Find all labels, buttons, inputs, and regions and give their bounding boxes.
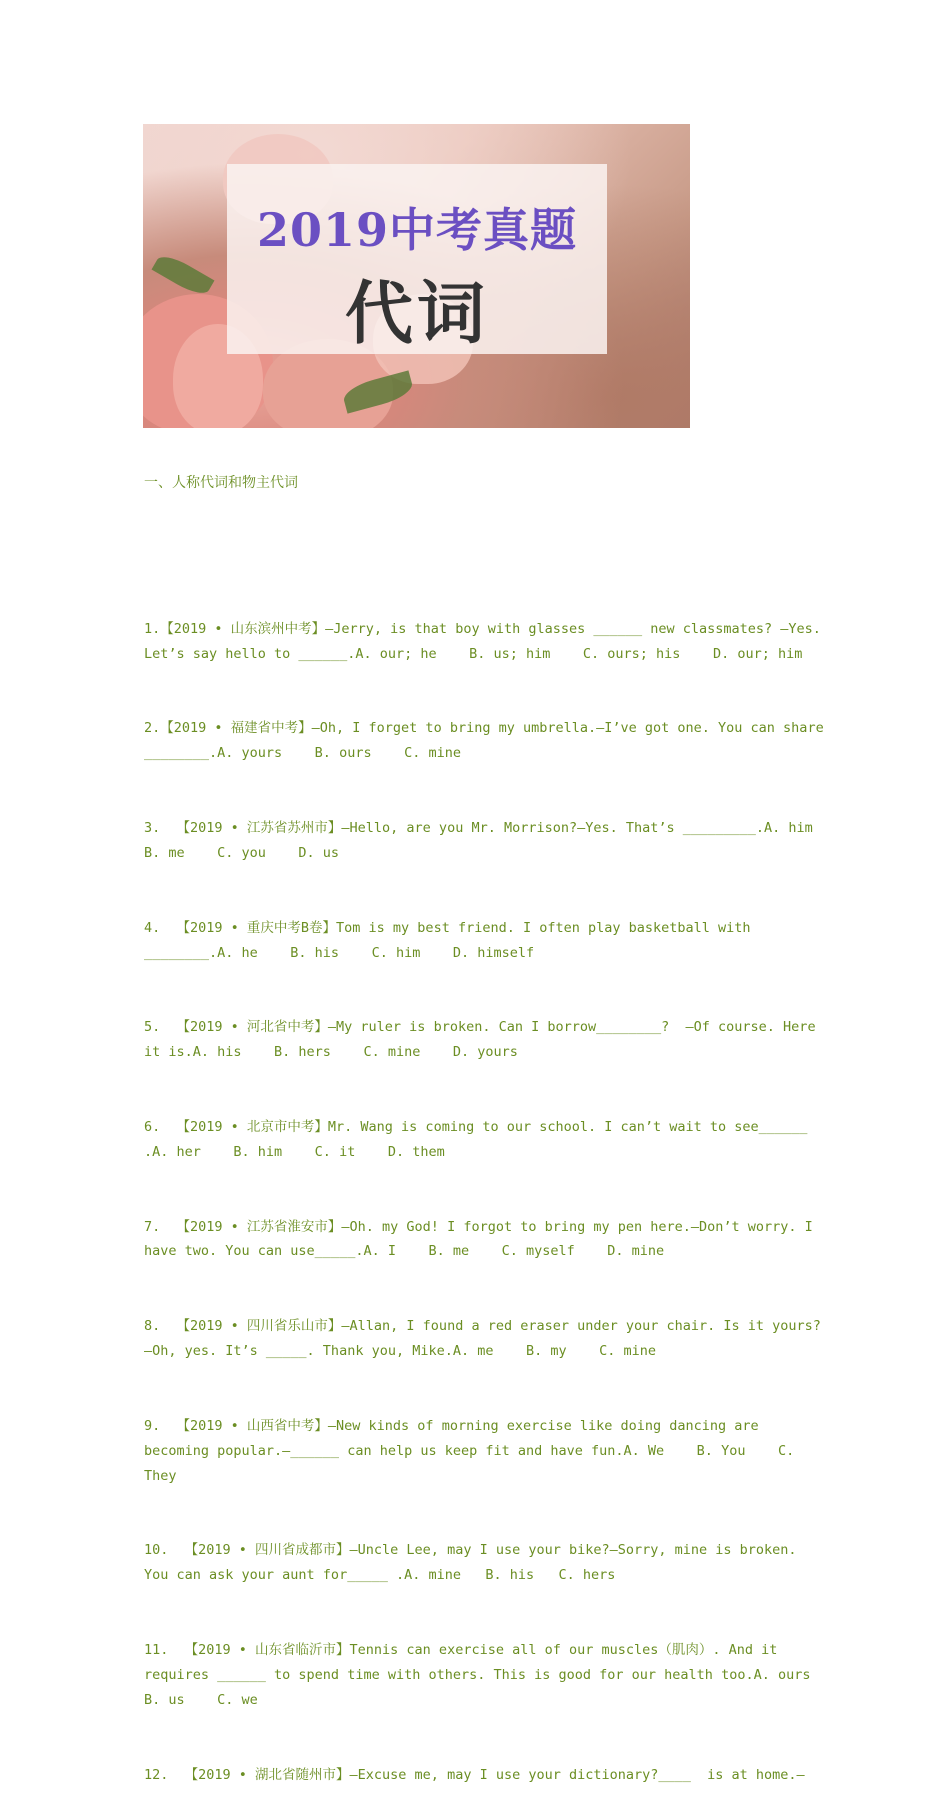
question-item: 4. 【2019 • 重庆中考B卷】Tom is my best friend. I often play basketball with ________.A. he B. his C. him D. himself [144, 919, 759, 961]
question-item: 1.【2019 • 山东滨州中考】—Jerry, is that boy with glasses ______ new classmates? —Yes. Let’s say hello to ______.A. our; he B. us; him C. ours; his D. our; him [144, 620, 830, 662]
question-item: 11. 【2019 • 山东省临沂市】Tennis can exercise all of our muscles（肌肉）. And it requires ______ to spend time with others. This is good for our health too.A. ours B. us C. we [144, 1641, 843, 1708]
cover-title-year: 2019中考真题 [256, 203, 578, 257]
question-item: 9. 【2019 • 山西省中考】—New kinds of morning exercise like doing dancing are becoming popular.—______ can help us keep fit and have fun.A. We B. You C. They [144, 1417, 803, 1484]
question-item: 5. 【2019 • 河北省中考】—My ruler is broken. Can I borrow________? —Of course. Here it is.A. his B. hers C. mine D. yours [144, 1019, 824, 1061]
question-item: 6. 【2019 • 北京市中考】Mr. Wang is coming to our school. I can’t wait to see______ .A. her B. him C. it D. them [144, 1118, 832, 1160]
cover-title-main: 代词 [344, 274, 489, 354]
section-heading: 一、人称代词和物主代词 [144, 475, 298, 491]
question-item: 7. 【2019 • 江苏省淮安市】—Oh. my God! I forgot to bring my pen here.—Don’t worry. I have two. You can use_____.A. I B. me C. myself D. mine [144, 1218, 821, 1260]
question-item: 3. 【2019 • 江苏省苏州市】—Hello, are you Mr. Morrison?—Yes. That’s _________.A. him B. me C. you D. us [144, 820, 846, 861]
question-item: 8. 【2019 • 四川省乐山市】—Allan, I found a red eraser under your chair. Is it yours? —Oh, yes. It’s _____. Thank you, Mike.A. me B. my C. mine [144, 1318, 830, 1360]
cover-banner [143, 124, 690, 428]
question-item: 12. 【2019 • 湖北省随州市】—Excuse me, may I use your dictionary?____ is at home.— [144, 1766, 805, 1783]
question-item: 2.【2019 • 福建省中考】—Oh, I forget to bring my umbrella.—I’ve got one. You can share ________.A. yours B. ours C. mine [144, 720, 832, 762]
question-item: 10. 【2019 • 四川省成都市】—Uncle Lee, may I use your bike?—Sorry, mine is broken. You can ask your aunt for_____ .A. mine B. his C. hers [144, 1542, 805, 1584]
question-list [144, 567, 846, 1812]
title-card [227, 164, 607, 354]
